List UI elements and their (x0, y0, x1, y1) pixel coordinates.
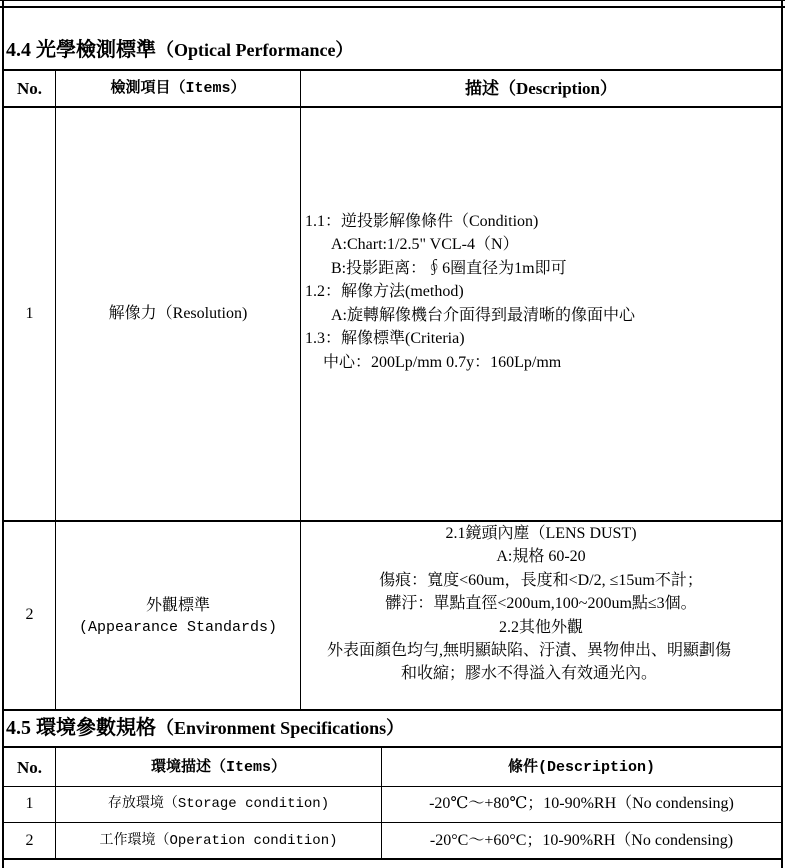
optical-row2-item-line1: 外觀標準 (145, 597, 210, 614)
desc-line: 外表面顏色均勻,無明顯缺陷、汙漬、異物伸出、明顯劃傷 (327, 642, 732, 659)
optical-header-no: No. (16, 79, 43, 98)
optical-row1-item: 解像力（Resolution) (108, 305, 248, 322)
desc-line: 和收縮；膠水不得溢入有效通光內。 (401, 665, 658, 682)
right-border (781, 0, 783, 868)
desc-line: 1.2：解像方法(method) (305, 283, 464, 300)
env-table-top (2, 746, 783, 748)
desc-line: 2.2其他外觀 (498, 619, 583, 636)
optical-row2-no: 2 (25, 606, 34, 623)
optical-section-title (6, 40, 353, 60)
desc-line: 1.1：逆投影解像條件（Condition) (305, 213, 539, 230)
optical-row2-bottom (2, 709, 783, 711)
env-title-prefix: 4.5 環境參數規格 (6, 717, 156, 739)
optical-header-description: 描述（Description） (464, 79, 618, 98)
env-row2-no: 2 (25, 832, 34, 849)
env-row2-item: 工作環境（Operation condition) (99, 833, 338, 849)
env-row1-no: 1 (25, 795, 34, 812)
desc-line: A:旋轉解像機台介面得到最清晰的像面中心 (331, 307, 636, 324)
env-header-items: 環境描述（Items） (150, 759, 286, 776)
optical-title-suffix: （Optical Performance） (156, 40, 354, 60)
optical-header-items: 檢測項目（Items） (110, 80, 246, 97)
optical-title-prefix: 4.4 光學檢測標準 (6, 39, 156, 61)
desc-line: B:投影距离：∮6圈直径为1m即可 (331, 260, 567, 277)
desc-line: 髒汙：單點直徑<200um,100~200um點≤3個。 (385, 595, 697, 612)
desc-line: 傷痕：寬度<60um，長度和<D/2, ≤15um不計； (379, 572, 703, 589)
optical-table-top (2, 69, 783, 71)
desc-line: 中心：200Lp/mm 0.7y：160Lp/mm (323, 354, 562, 371)
env-header-description: 條件(Description) (507, 759, 656, 776)
optical-col-items-divider (300, 69, 301, 710)
env-row1-description: -20℃～+80℃；10-90%RH（No condensing) (429, 795, 734, 812)
env-header-no: No. (16, 758, 43, 777)
env-section-title (6, 718, 404, 738)
desc-line: A:規格 60-20 (496, 548, 586, 565)
desc-line: A:Chart:1/2.5" VCL-4（N） (331, 236, 519, 253)
top-border-inner (0, 6, 785, 8)
desc-line: 1.3：解像標準(Criteria) (305, 330, 465, 347)
left-border (2, 0, 4, 868)
env-header-bottom (2, 786, 783, 787)
env-row1-item: 存放環境（Storage condition) (107, 796, 330, 812)
env-row1-bottom (2, 822, 783, 823)
optical-header-bottom (2, 106, 783, 108)
desc-line: 2.1鏡頭內塵（LENS DUST) (445, 525, 637, 542)
env-title-suffix: （Environment Specifications） (156, 718, 405, 738)
top-border-outer (0, 0, 785, 1)
env-row2-bottom (2, 858, 783, 860)
optical-row1-no: 1 (25, 305, 34, 322)
optical-row2-item-line2: (Appearance Standards) (78, 619, 278, 636)
optical-row1-bottom (2, 520, 783, 522)
env-row2-description: -20°C～+60°C；10-90%RH（No condensing) (429, 832, 734, 849)
